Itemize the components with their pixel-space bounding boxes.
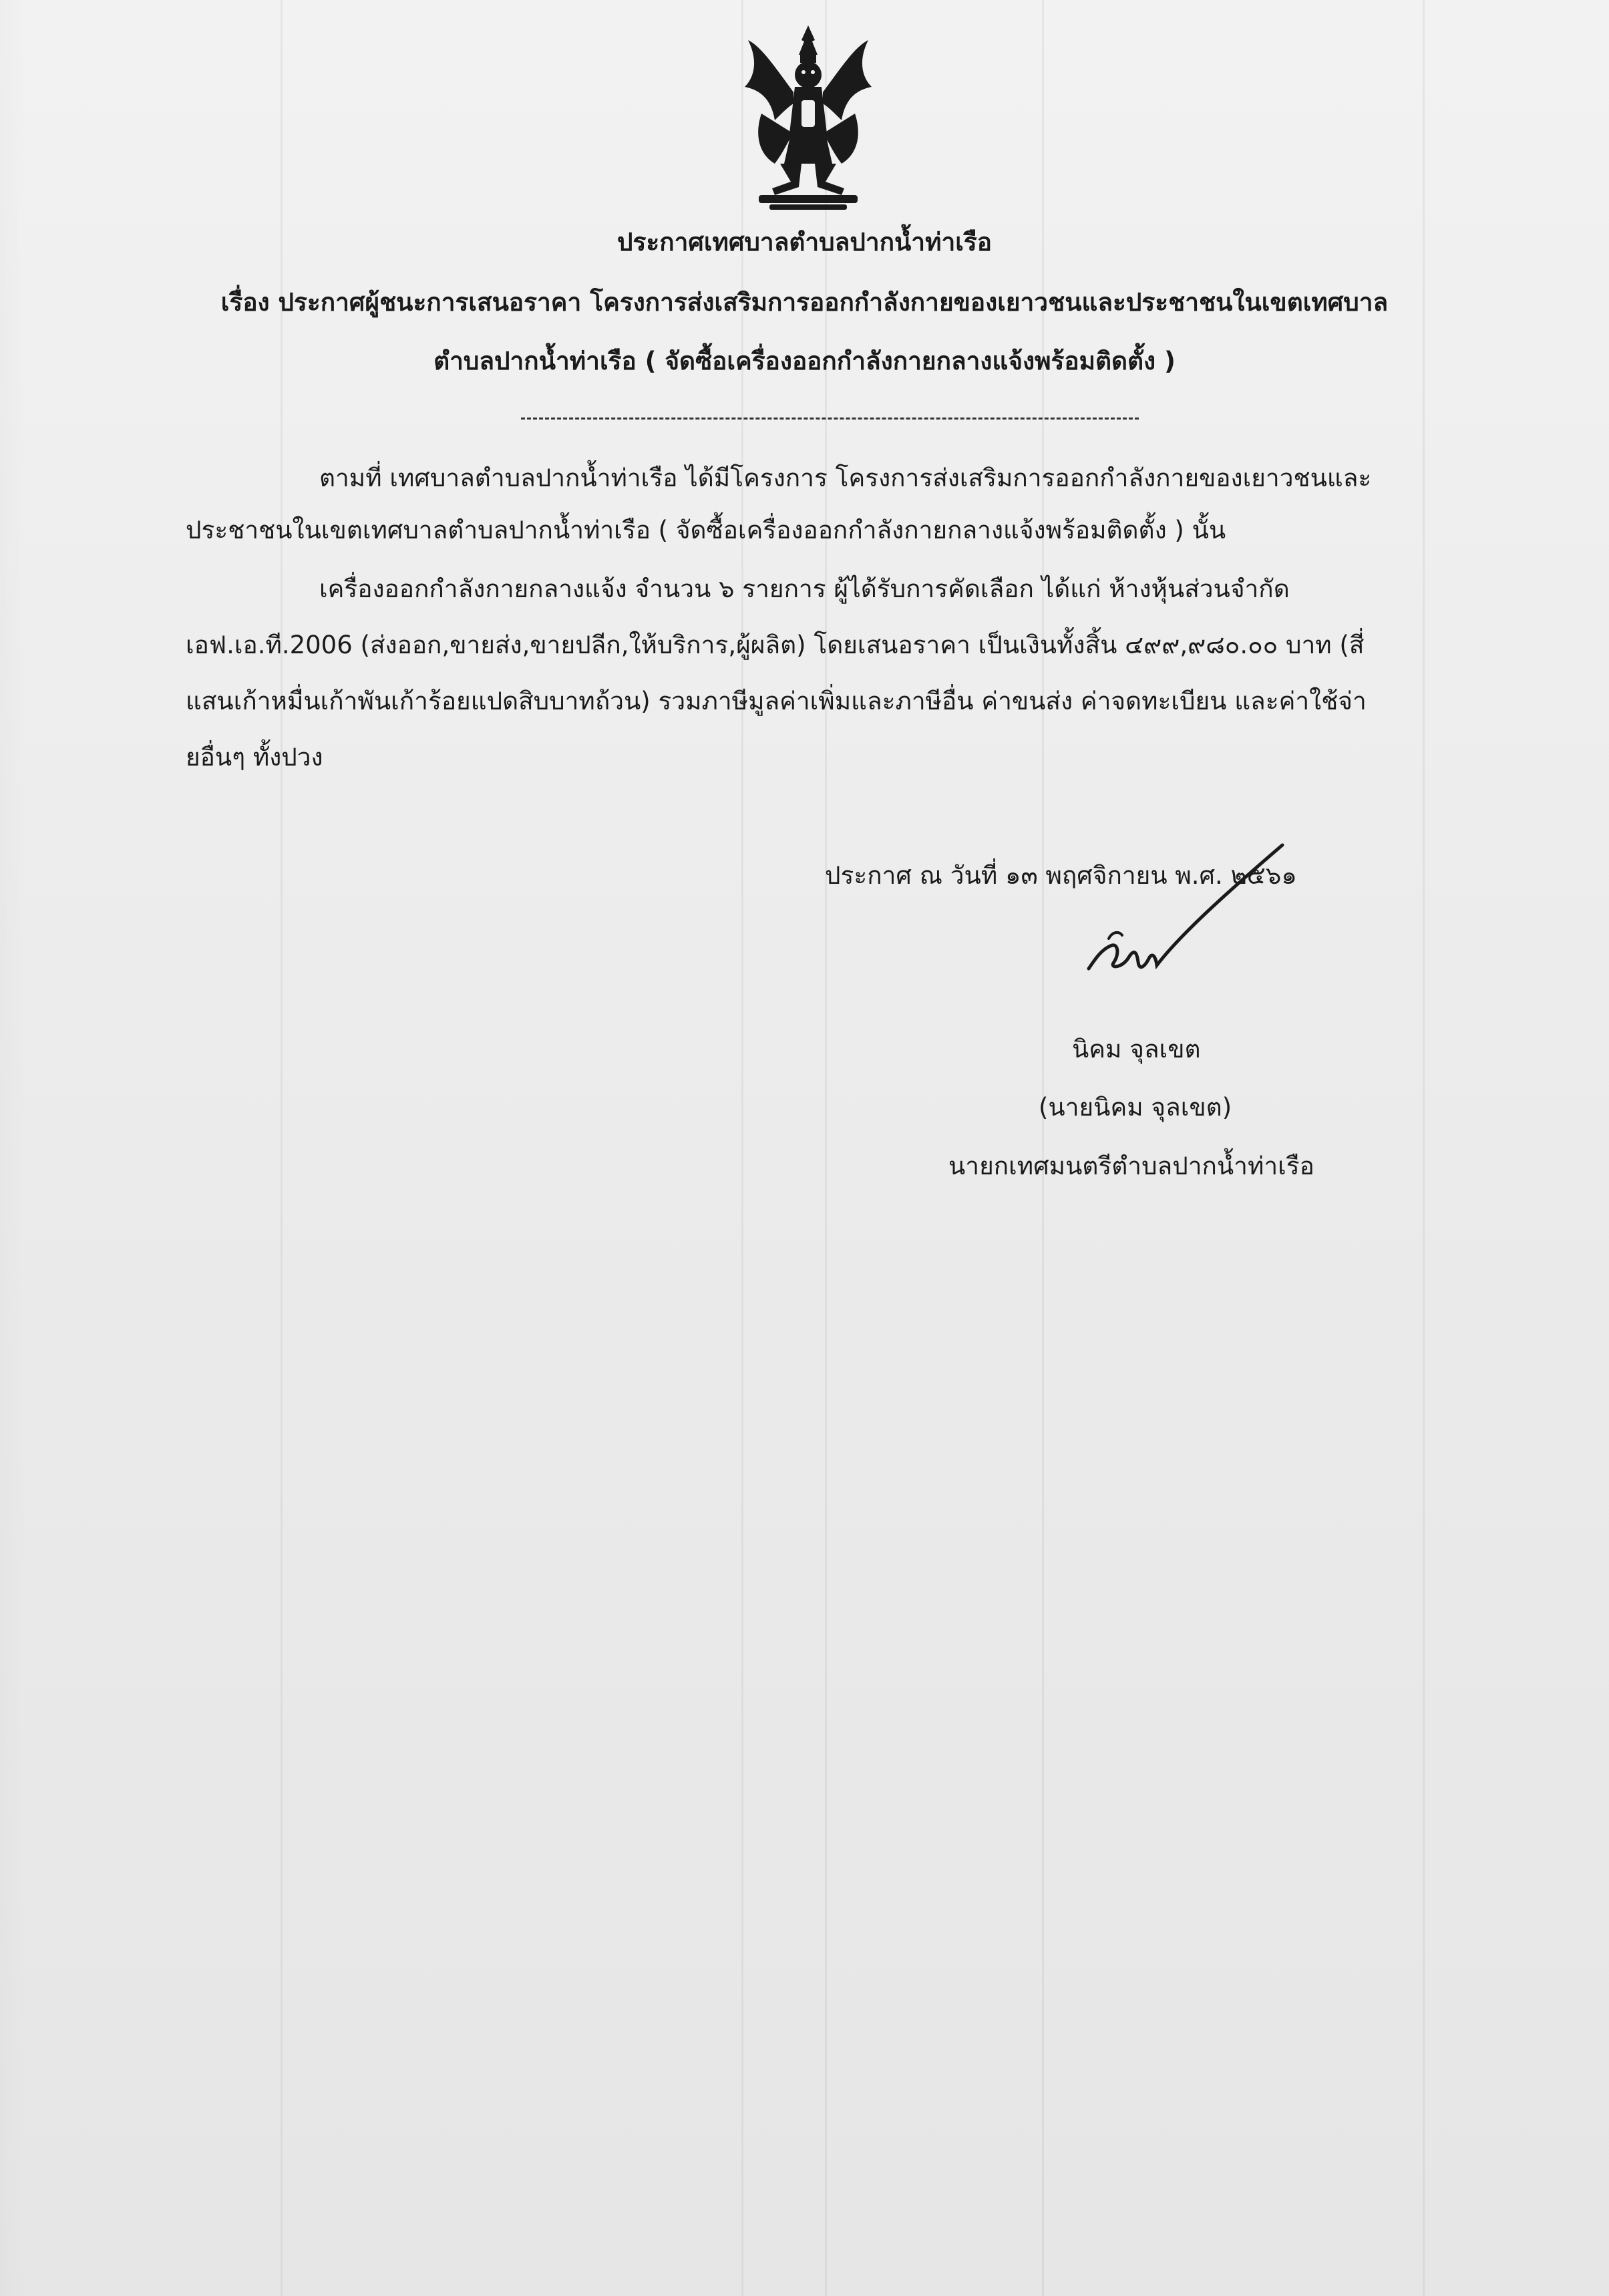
- subject-line-2: ตำบลปากน้ำท่าเรือ ( จัดซื้อเครื่องออกกำลังกายกลางแจ้งพร้อมติดตั้ง ): [433, 347, 1176, 375]
- body-paragraph-2-line-4: ยอื่นๆ ทั้งปวง: [186, 743, 323, 772]
- signer-title: นายกเทศมนตรีตำบลปากน้ำท่าเรือ: [948, 1152, 1314, 1180]
- signer-full-name: (นายนิคม จุลเขต): [1039, 1093, 1232, 1122]
- separator-line: [521, 418, 1139, 420]
- body-paragraph-1-line-1: ตามที่ เทศบาลตำบลปากน้ำท่าเรือ ได้มีโครงการ โครงการส่งเสริมการออกกำลังกายของเยาวชนและ: [319, 464, 1372, 492]
- garuda-emblem-icon: [735, 20, 882, 214]
- signer-name: นิคม จุลเขต: [1072, 1035, 1201, 1063]
- body-paragraph-1-line-2: ประชาชนในเขตเทศบาลตำบลปากน้ำท่าเรือ ( จัดซื้อเครื่องออกกำลังกายกลางแจ้งพร้อมติดตั้ง ) นั้น: [186, 516, 1226, 544]
- subject-line-1: เรื่อง ประกาศผู้ชนะการเสนอราคา โครงการส่งเสริมการออกกำลังกายของเยาวชนและประชาชนในเขตเทศบาล: [220, 288, 1389, 317]
- document-title: ประกาศเทศบาลตำบลปากน้ำท่าเรือ: [617, 228, 992, 257]
- body-paragraph-2-line-3: แสนเก้าหมื่นเก้าพันเก้าร้อยแปดสิบบาทถ้วน) รวมภาษีมูลค่าเพิ่มและภาษีอื่น ค่าขนส่ง ค่าจดทะเบียน และค่าใช้จ่า: [186, 687, 1367, 715]
- body-paragraph-2-line-1: เครื่องออกกำลังกายกลางแจ้ง จำนวน ๖ รายการ ผู้ได้รับการคัดเลือก ได้แก่ ห้างหุ้นส่วนจำกัด: [319, 575, 1290, 603]
- body-paragraph-2-line-2: เอฟ.เอ.ที.2006 (ส่งออก,ขายส่ง,ขายปลีก,ให้บริการ,ผู้ผลิต) โดยเสนอราคา เป็นเงินทั้งสิ้น ๔๙๙,๙๘๐.๐๐ บาท (สี่: [186, 631, 1365, 659]
- announcement-date: ประกาศ ณ วันที่ ๑๓ พฤศจิกายน พ.ศ. ๒๕๖๑: [825, 861, 1297, 890]
- handwritten-signature: [1082, 832, 1296, 992]
